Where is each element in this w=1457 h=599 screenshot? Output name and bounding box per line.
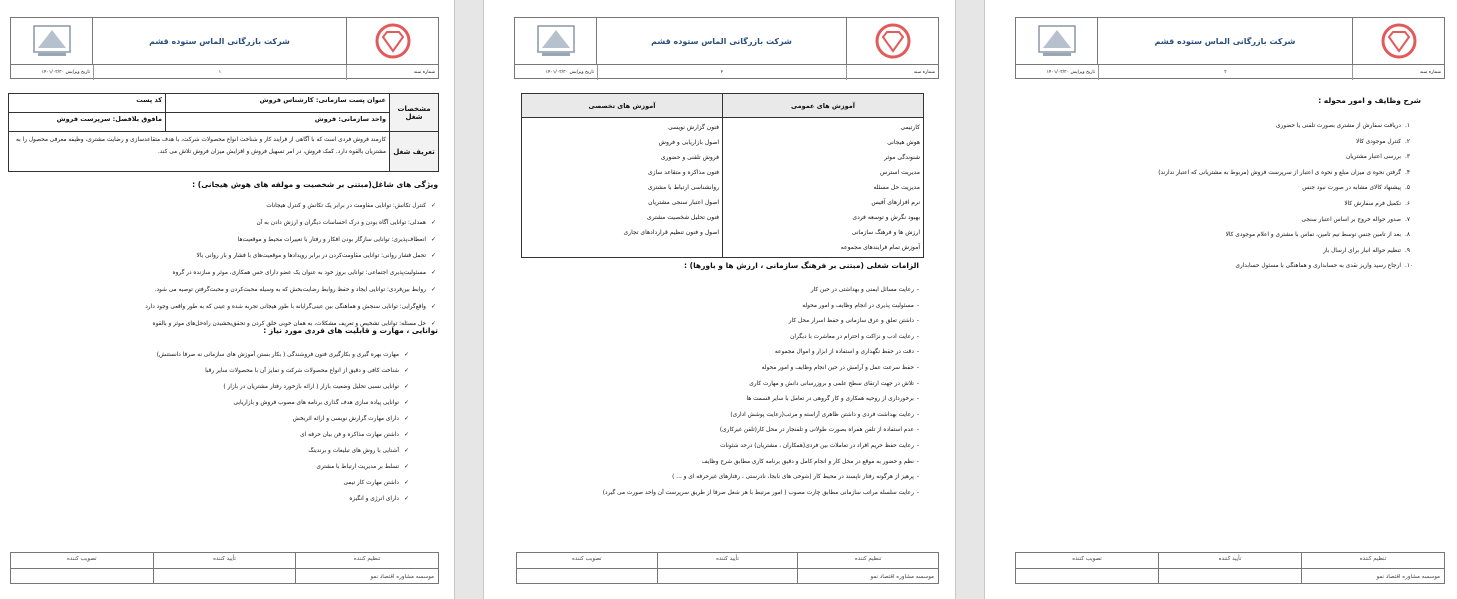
definition-text: کارمند فروش فردی است که با آگاهی از فرایند کار و شناخت انواع محصولات شرکت، با هدف متقاعدسازی و رضایت مشتری، وظیفه معرفی محصول را به مشتریان بالقوه دارد. کمک فروش، در امر تسهیل فروش و افزایش میزان فروش تلاش می کند. [9,132,390,172]
duty-number: ۱۰. [1405,263,1414,270]
consultant-logo [515,18,597,64]
special-training-item: اصول بازاریابی و فروش [658,139,719,146]
special-training-item: فنون گزارش نویسی [668,124,719,131]
duty-item [1019,135,1419,151]
duty-number: ۴. [1405,169,1410,176]
diamond-logo [1352,18,1444,64]
consultant-logo [11,18,93,64]
job-code-cell: کد پست [9,94,166,113]
job-title-cell: عنوان پست سازمانی: کارشناس فروش [166,94,390,113]
value-item: - پرهیز از هرگونه رفتار ناپسند در محیط کار (شوخی های نابجا، نادرستی ، رفتارهای غیرحرفه ای و ... ) [519,470,919,486]
meta-page: ۳ [1098,65,1352,80]
trait-item: ✓ تحمل فشار روانی: توانایی مقاومت‌کردن در برابر رویدادها و موقعیت‌های با فشار و بار روانی بالا [16,248,436,265]
meta-date: تاریخ ویرایش ۱۴۰۱/۰۳/۳۰ [1046,70,1095,75]
duty-number: ۷. [1405,216,1410,223]
duties-title: شرح وظایف و امور محوله : [1318,96,1421,105]
general-training-item: نرم افزارهای آفیس [871,199,920,206]
page-header [514,17,939,79]
duty-text: بعد از تامین جنس توسط تیم تامین، تماس با مشتری و اعلام موجودی کالا [1225,232,1401,239]
skill-item: ✓ مهارت بهره گیری و بکارگیری فنون فروشندگی ( بکار بستن آموزش های سازمانی نه صرفا دانستنش) [19,347,409,363]
skill-item: ✓ دارای انرژی و انگیزه [19,491,409,507]
trait-item: ✓ روابط بین‌فردی: توانایی ایجاد و حفظ روابط رضایت‌بخش که به وسیله محبت‌کردن و محبت‌گرفتن توصیه می شود. [16,282,436,299]
traits-title: ویژگی های شاغل(مبتنی بر شخصیت و مولفه های هوش هیجانی) : [192,180,438,189]
duty-number: ۲. [1405,138,1410,145]
page-2 [484,0,955,599]
company-name: شرکت بازرگانی الماس ستوده قشم [651,36,792,46]
unit-cell: واحد سازمانی: فروش [166,113,390,132]
values-title: الزامات شغلی (مبتنی بر فرهنگ سازمانی ، ارزش ها و باورها) : [684,261,919,270]
company-name: شرکت بازرگانی الماس ستوده قشم [149,36,290,46]
duty-item [1019,181,1419,197]
duty-text: پیشنهاد کالای مشابه در صورت نبود جنس [1302,185,1401,192]
special-training-list [522,118,723,258]
value-item: - رعایت ادب و نزاکت و احترام در معاشرت با دیگران [519,330,919,346]
consultant-logo [1016,18,1098,64]
skill-item: ✓ شناخت کافی و دقیق از انواع محصولات شرکت و تمایز آن با محصولات سایر رقبا [19,363,409,379]
value-item: - رعایت حفظ حریم افراد در تعاملات بین فردی(همکاران ، مشتریان) درحد شئونات [519,439,919,455]
meta-code: شماره سند [1352,65,1444,80]
spec-label: مشخصات شغل [390,94,439,132]
duty-text: بررسی اعتبار مشتریان [1346,154,1401,161]
value-item: - حفظ سرعت عمل و آرامش در حین انجام وظایف و امور محوله [519,361,919,377]
skills-title: توانایی ، مهارت و قابلیت های فردی مورد نیاز : [263,326,438,335]
duty-text: تکمیل فرم سفارش کالا [1344,200,1401,207]
skills-list [19,347,409,507]
duty-item [1019,244,1419,260]
diamond-logo [346,18,438,64]
duty-text: تنظیم حواله انبار برای ارسال بار [1323,247,1401,254]
general-training-item: هوش هیجانی [887,139,920,146]
duty-item [1019,119,1419,135]
value-item: - داشتن تعلق و عرق سازمانی و حفظ اسرار محل کار [519,314,919,330]
general-training-item: ارزش ها و فرهنگ سازمانی [851,229,920,236]
trait-item: ✓ انعطاف‌پذیری: توانایی سازگار بودن افکار و رفتار با تغییرات محیط و موقعیت‌ها [16,232,436,249]
meta-code: شماره سند [846,65,938,80]
duty-text: گرفتن نحوه ی میزان مبلغ و نحوه ی اعتبار از سرپرست فروش (مربوط به مشتریانی که اعتبار ندارند) [1158,169,1401,176]
special-training-item: فنون تحلیل شخصیت مشتری [647,214,719,221]
skill-item: ✓ تسلط بر مدیریت ارتباط با مشتری [19,459,409,475]
duty-item [1019,166,1419,182]
duty-text: کنترل موجودی کالا [1356,138,1401,145]
page-footer: تنظیم کننده موسسه مشاوره اقتصاد نمو تأیید کننده تصویب کننده [516,552,939,584]
duty-text: دریافت سفارش از مشتری بصورت تلفنی یا حضوری [1276,123,1401,129]
meta-date: تاریخ ویرایش ۱۴۰۱/۰۳/۳۰ [545,70,594,75]
special-training-item: روانشناسی ارتباط با مشتری [647,184,719,191]
special-training-item: فروش تلفنی و حضوری [660,154,719,161]
special-training-item: فنون مذاکره و متقاعد سازی [647,169,719,176]
general-training-item: مدیریت حل مسئله [873,184,920,191]
duty-item [1019,259,1419,275]
diamond-logo [846,18,938,64]
page-1 [0,0,454,599]
page-footer: تنظیم کننده موسسه مشاوره اقتصاد نمو تأیید کننده تصویب کننده [10,552,439,584]
duties-list [1019,119,1419,275]
value-item: - نظم و حضور به موقع در محل کار و انجام کامل و دقیق برنامه کاری مطابق شرح وظایف [519,455,919,471]
duty-item [1019,228,1419,244]
duty-item [1019,213,1419,229]
meta-page: ۱ [93,65,346,80]
duty-number: ۳. [1405,154,1410,161]
traits-list [16,198,436,332]
skill-item: ✓ داشتن مهارت کار تیمی [19,475,409,491]
skill-item: ✓ دارای مهارت گزارش نویسی و ارائه اثربخش [19,411,409,427]
definition-label: تعریف شغل [390,132,439,172]
meta-code: شماره سند [346,65,438,80]
trait-item: ✓ همدلی: توانایی آگاه بودن و درک احساسات دیگران و ارزش دادن به آن [16,215,436,232]
general-training-header: آموزش های عمومی [723,94,924,118]
general-training-list [723,118,924,258]
duty-number: ۸. [1405,232,1410,239]
page-3 [985,0,1457,599]
general-training-item: شنوندگی موثر [884,154,920,161]
general-training-item: بهبود نگرش و توسعه فردی [852,214,920,221]
duty-item [1019,150,1419,166]
trait-item: ✓ حل مسئله: توانایی تشخیص و تعریف مشکلات، به همان خوبی خلق کردن و تحقق‌بخشیدن راه‌حل‌های موثر و بالقوه [16,316,436,333]
skill-item: ✓ داشتن مهارت مذاکره و فن بیان حرفه ای [19,427,409,443]
special-training-item: اصول اعتبار سنجی مشتریان [648,199,719,206]
general-training-item: مدیریت استرس [880,169,920,176]
general-training-item: آموزش تمام فرایندهای مجموعه [840,244,920,251]
skill-item: ✓ توانایی پیاده سازی هدف گذاری برنامه های مصوب فروش و بازاریابی [19,395,409,411]
trait-item: ✓ واقع‌گرایی: توانایی سنجش و هماهنگی بین عینی‌گرایانه با طور هیجانی تجربه شده و عینی که به طور واقعی وجود دارد [16,299,436,316]
duty-number: ۹. [1405,247,1410,254]
values-list [519,283,919,501]
duty-number: ۱. [1405,123,1410,129]
duty-number: ۵. [1405,185,1410,192]
value-item: - تلاش در جهت ارتقای سطح علمی و بروزرسانی دانش و مهارت کاری [519,377,919,393]
skill-item: ✓ توانایی نسبی تحلیل وضعیت بازار ( ارائه بازخورد رفتار مشتریان در بازار ) [19,379,409,395]
duty-text: ارجاع رسید واریز نقدی به حسابداری و هماهنگی با مسئول حسابداری [1235,263,1401,270]
skill-item: ✓ آشنایی با روش های تبلیغات و برندینگ [19,443,409,459]
value-item: - عدم استفاده از تلفن همراه بصورت طولانی و تلفنجار در محل کار(تلفن غیرکاری) [519,423,919,439]
page-header [10,17,439,79]
trait-item: ✓ مسئولیت‌پذیری اجتماعی: توانایی بروز خود به عنوان یک عضو دارای حس همکاری، موثر و سازنده در گروه [16,265,436,282]
general-training-item: کارتیمی [900,124,920,131]
value-item: - برخورداری از روحیه همکاری و کار گروهی در تعامل با سایر قسمت ها [519,392,919,408]
duty-number: ۶. [1405,200,1410,207]
page-footer: تنظیم کننده موسسه مشاوره اقتصاد نمو تأیید کننده تصویب کننده [1015,552,1445,584]
value-item: - دقت در حفظ نگهداری و استفاده از ابزار و اموال مجموعه [519,345,919,361]
value-item: - رعایت سلسله مراتب سازمانی مطابق چارت مصوب ( امور مرتبط با هر شغل صرفا از طریق سرپرست آن واحد صورت می گیرد) [519,486,919,502]
page-header [1015,17,1445,79]
duty-text: صدور حواله خروج بر اساس اعتبار سنجی [1301,216,1401,223]
job-spec-table [8,93,439,172]
value-item: - مسئولیت پذیری در انجام وظایف و امور محوله [519,299,919,315]
company-name: شرکت بازرگانی الماس ستوده قشم [1154,36,1296,46]
trait-item: ✓ کنترل تکانش: توانایی مقاومت در برابر یک تکانش و کنترل هیجانات [16,198,436,215]
supervisor-cell: مافوق بلافصل: سرپرست فروش [9,113,166,132]
duty-item [1019,197,1419,213]
value-item: - رعایت بهداشت فردی و داشتن ظاهری آراسته و مرتب(رعایت پوشش اداری) [519,408,919,424]
meta-date: تاریخ ویرایش ۱۴۰۱/۰۳/۳۰ [41,70,90,75]
training-table [521,93,924,258]
special-training-item: اصول و فنون تنظیم قراردادهای تجاری [623,229,719,236]
value-item: - رعایت مسائل ایمنی و بهداشتی در حین کار [519,283,919,299]
special-training-header: آموزش های تخصصی [522,94,723,118]
meta-page: ۲ [597,65,846,80]
